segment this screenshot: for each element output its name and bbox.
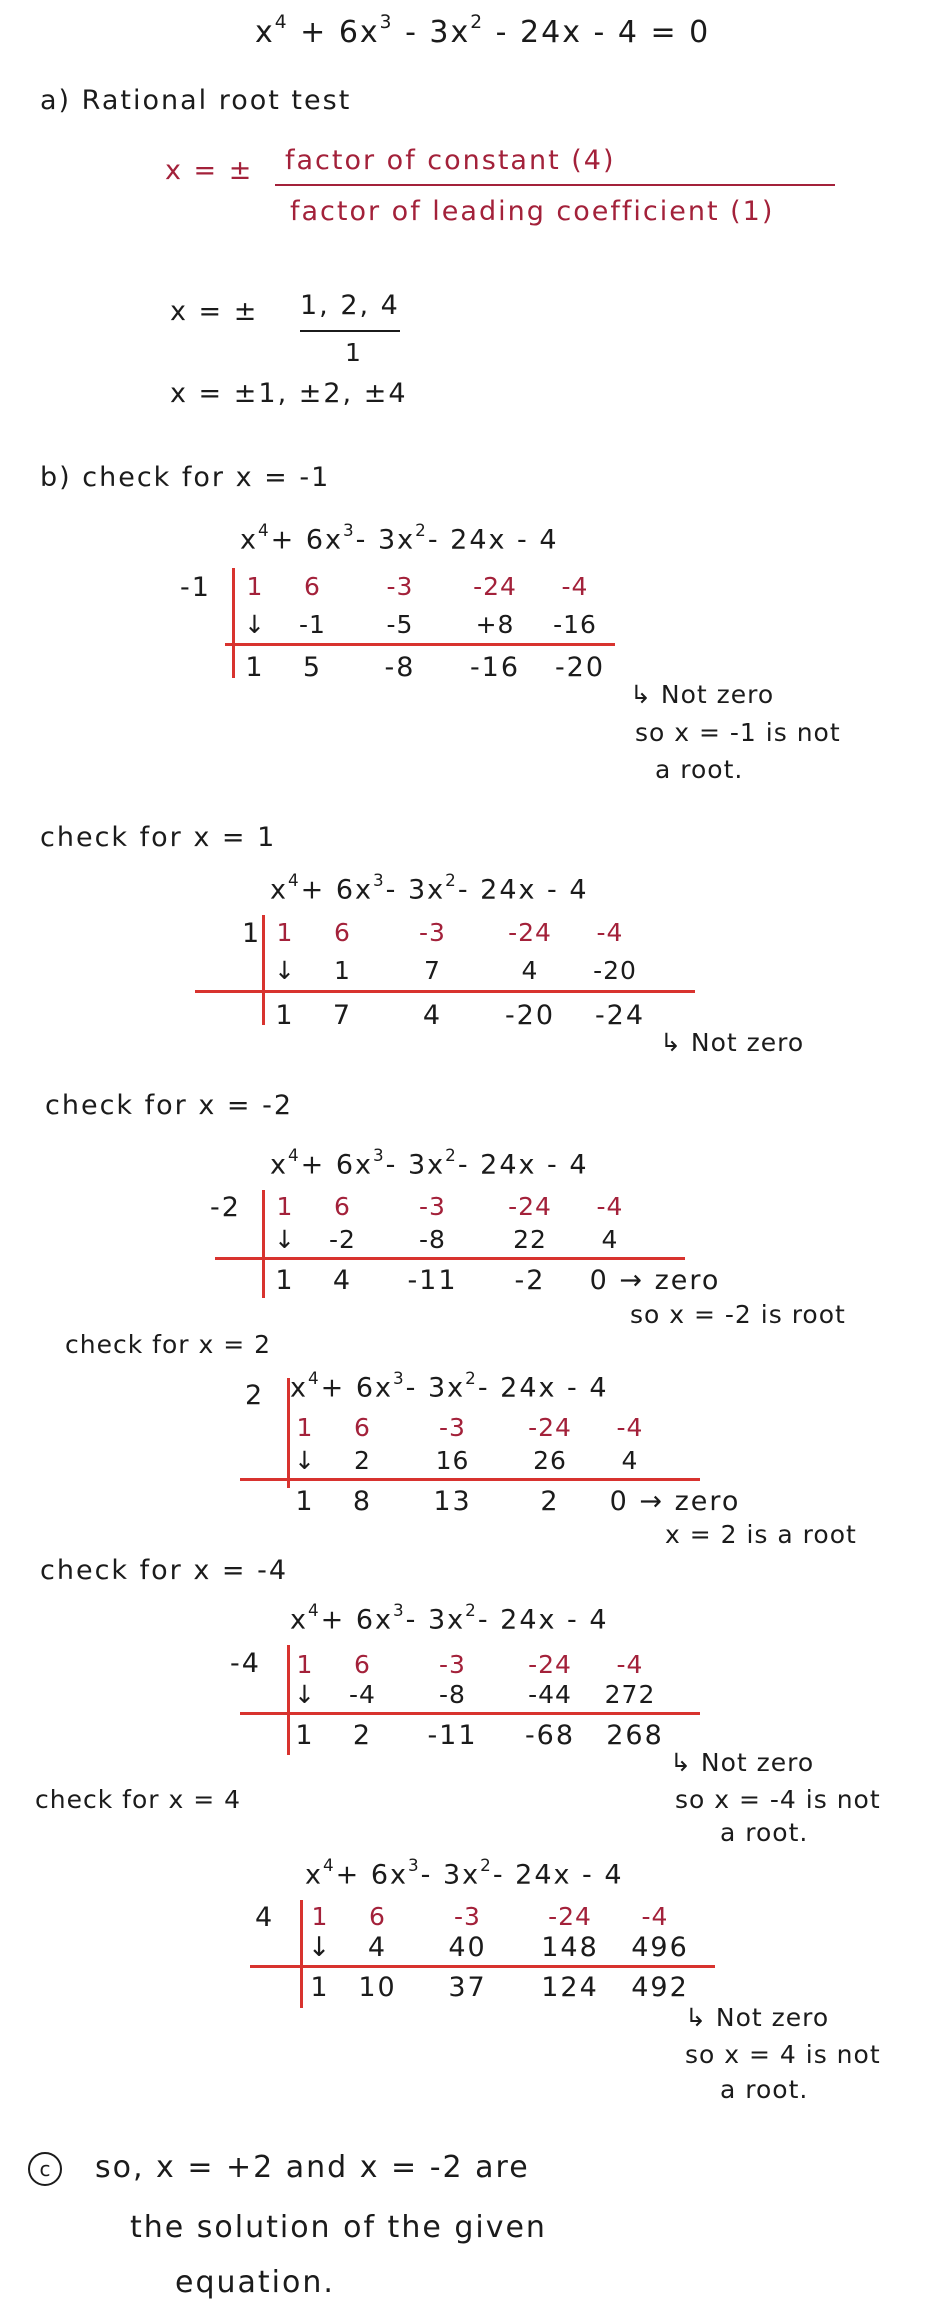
check-title-5: check for x = -4 (40, 1555, 289, 1586)
poly-header-4: $x^4+ 6x^3-$ $3x^2-$ 24x - 4 (290, 1368, 609, 1404)
middle-row-2: ↓ 1 7 4 -20 (274, 956, 637, 985)
candidate-list: x = ±1, ±2, ±4 (170, 378, 408, 409)
note-6b: so x = 4 is not (685, 2040, 881, 2069)
middle-row-6: ↓ 4 40 148 496 (307, 1932, 689, 1963)
divider-horizontal-1 (225, 643, 615, 646)
note-3b: so x = -2 is root (630, 1300, 846, 1329)
check-title-2: check for x = 1 (40, 822, 277, 853)
candidate-numerator: 1, 2, 4 (300, 290, 400, 321)
coeff-row-4: 1 6 -3 -24 -4 (296, 1413, 644, 1442)
middle-row-1: ↓ -1 -5 +8 -16 (244, 610, 597, 639)
part-b-label: b) check for x = -1 (40, 462, 331, 493)
divider-horizontal-2 (195, 990, 695, 993)
formula-fraction-bar (275, 184, 835, 186)
part-c-line1: so, x = +2 and x = -2 are (95, 2150, 530, 2185)
divisor-5: -4 (230, 1648, 261, 1679)
divider-vertical-3 (262, 1190, 265, 1298)
divisor-4: 2 (245, 1380, 265, 1411)
divider-horizontal-3 (215, 1257, 685, 1260)
main-equation (255, 12, 710, 50)
divider-vertical-6 (300, 1900, 303, 2008)
divider-vertical-1 (232, 568, 235, 678)
result-row-6: 1 10 37 124 492 (310, 1972, 689, 2003)
note-5a: ↳ Not zero (670, 1748, 815, 1777)
result-row-3: 1 4 -11 -2 0 → zero (275, 1265, 721, 1296)
eq-term-rest: - 24x - 4 = 0 (495, 14, 711, 50)
coeff-row-2: 1 6 -3 -24 -4 (276, 918, 624, 947)
coeff-row-1: 1 6 -3 -24 -4 (246, 572, 589, 601)
divider-horizontal-4 (240, 1478, 700, 1481)
check-title-3: check for x = -2 (45, 1090, 294, 1121)
note-4b: x = 2 is a root (665, 1520, 857, 1549)
divider-horizontal-5 (240, 1712, 700, 1715)
coeff-row-6: 1 6 -3 -24 -4 (311, 1902, 669, 1931)
candidate-left: x = ± (170, 296, 259, 327)
divider-vertical-2 (262, 915, 265, 1025)
middle-row-3: ↓ -2 -8 22 4 (274, 1225, 619, 1254)
divider-horizontal-6 (250, 1965, 715, 1968)
result-row-1: 1 5 -8 -16 -20 (245, 652, 606, 683)
note-1a: ↳ Not zero (630, 680, 775, 709)
eq-exp-4: 4 (274, 12, 289, 33)
part-c-line3: equation. (175, 2265, 335, 2300)
eq-term-3x2: - 3x (405, 14, 471, 50)
note-5c: a root. (720, 1818, 809, 1847)
poly-header-2: $x^4+ 6x^3-$ $3x^2-$ 24x - 4 (270, 870, 589, 906)
check-title-4: check for x = 2 (65, 1330, 272, 1359)
coeff-row-5: 1 6 -3 -24 -4 (296, 1650, 644, 1679)
eq-x: x (255, 14, 275, 50)
divisor-2: 1 (242, 918, 262, 949)
note-1b: so x = -1 is not (635, 718, 841, 747)
poly-header-3: $x^4+ 6x^3-$ $3x^2-$ 24x - 4 (270, 1145, 589, 1181)
formula-numerator: factor of constant (4) (285, 145, 616, 176)
candidate-fraction-bar (300, 330, 400, 332)
note-6a: ↳ Not zero (685, 2003, 830, 2032)
middle-row-4: ↓ 2 16 26 4 (294, 1446, 639, 1475)
note-2a: ↳ Not zero (660, 1028, 805, 1057)
divisor-1: -1 (180, 572, 211, 603)
poly-header-1: $x^4+ 6x^3-$ $3x^2-$ 24x - 4 (240, 520, 559, 556)
part-a-label: a) Rational root test (40, 85, 352, 116)
middle-row-5: ↓ -4 -8 -44 272 (294, 1680, 656, 1709)
candidate-denominator: 1 (345, 338, 362, 367)
poly-header-5: $x^4+ 6x^3-$ $3x^2-$ 24x - 4 (290, 1600, 609, 1636)
divisor-6: 4 (255, 1902, 275, 1933)
result-row-4: 1 8 13 2 0 → zero (295, 1486, 741, 1517)
check-title-6: check for x = 4 (35, 1785, 242, 1814)
eq-exp-3: 3 (379, 12, 394, 33)
coeff-row-3: 1 6 -3 -24 -4 (276, 1192, 624, 1221)
note-1c: a root. (655, 755, 744, 784)
poly-header-6: $x^4+ 6x^3-$ $3x^2-$ 24x - 4 (305, 1855, 624, 1891)
formula-denominator: factor of leading coefficient (1) (290, 196, 775, 227)
result-row-5: 1 2 -11 -68 268 (295, 1720, 664, 1751)
part-c-line2: the solution of the given (130, 2210, 547, 2245)
eq-exp-2: 2 (470, 12, 485, 33)
result-row-2: 1 7 4 -20 -24 (275, 1000, 646, 1031)
formula-left: x = ± (165, 155, 254, 186)
eq-term-6x3: + 6x (300, 14, 380, 50)
divisor-3: -2 (210, 1192, 241, 1223)
note-6c: a root. (720, 2075, 809, 2104)
part-c-marker: c (28, 2152, 62, 2186)
note-5b: so x = -4 is not (675, 1785, 881, 1814)
